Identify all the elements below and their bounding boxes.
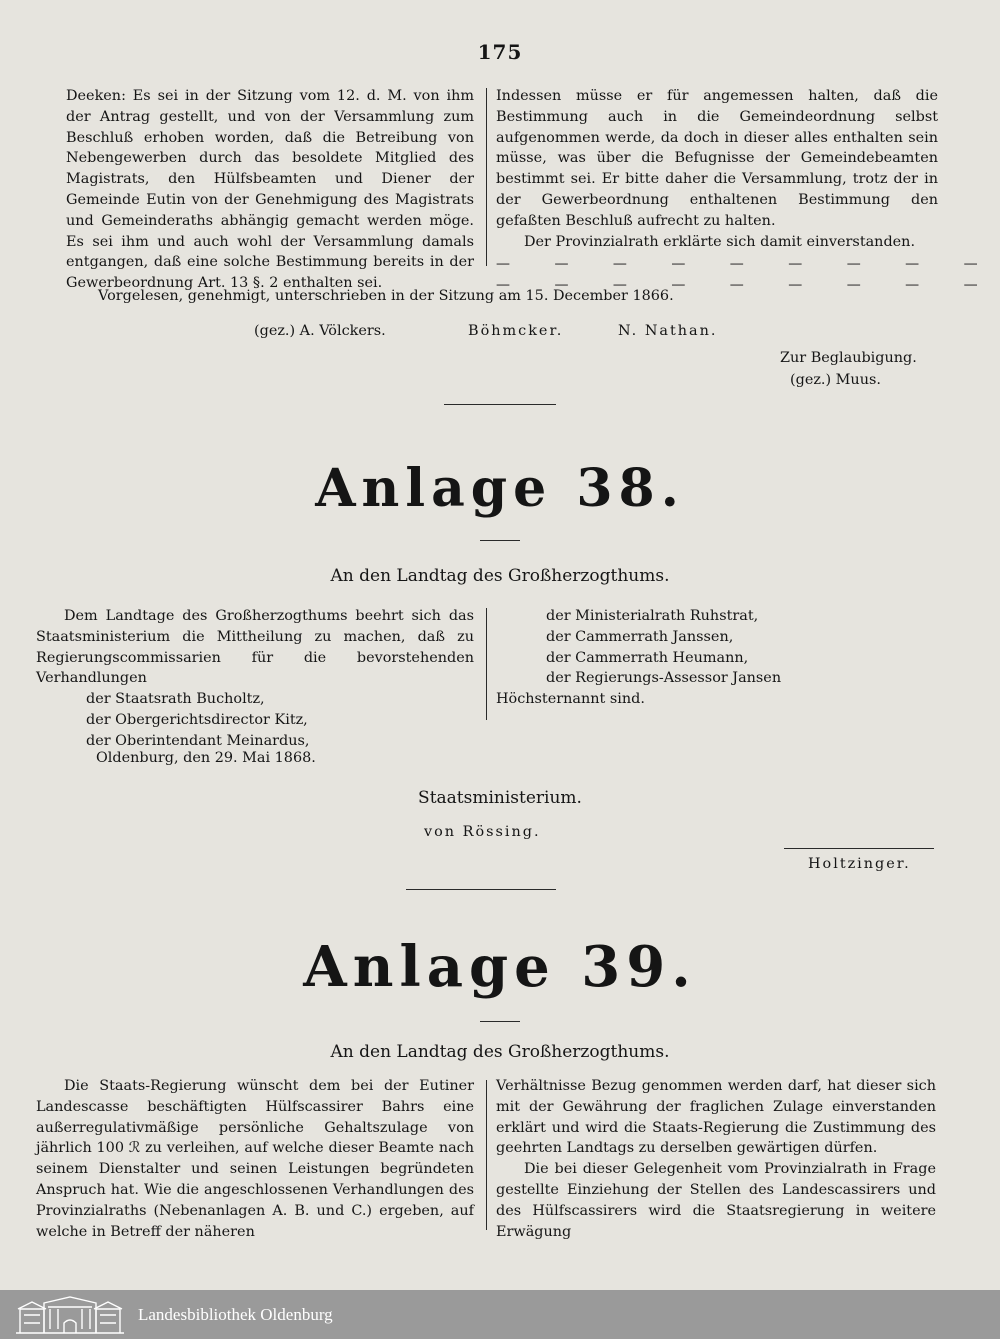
anlage-39-right-paragraph-1: Verhältnisse Bezug genommen werden darf, hat dieser sich mit der Gewährung der fraglichen Zulage einverstanden erklärt und wird die Staats-Regierung die Zustimmung des geehrten Landtags zu derselben gewärtigen dürfen. [496, 1078, 936, 1157]
top-right-paragraph-2: Der Provinzialrath erklärte sich damit einverstanden. [524, 233, 916, 250]
library-footer [0, 1290, 1000, 1339]
page-number: 175 [477, 40, 523, 64]
library-building-icon [14, 1295, 126, 1335]
anlage-39-left-paragraph: Die Staats-Regierung wünscht dem bei der Eutiner Landescasse beschäftigten Hülfscassirer Bahrs eine außerregulativmäßige persönliche Gehaltszulage von jährlich 100 ℛ zu verleihen, auf welche dieser Beamte nach seinem Dienstalter und seinen Leistungen begründeten Anspruch hat. Wie die angeschlossenen Verhandlungen des Provinzialraths (Nebenanlagen A. B. und C.) ergeben, auf welche in Betreff der näheren [36, 1078, 474, 1240]
read-statement: Vorgelesen, genehmigt, unterschrieben in der Sitzung am 15. December 1866. [98, 288, 674, 304]
signature-nathan: N. Nathan. [618, 323, 718, 339]
anlage-38-countersign: Holtzinger. [808, 856, 911, 872]
dash-line-2: — — — — — — — — — [496, 277, 998, 294]
commissioner-heumann: der Cammerrath Heumann, [546, 649, 749, 666]
countersign-rule [784, 848, 934, 849]
column-divider [486, 1080, 487, 1230]
anlage-38-title: Anlage 38. [315, 458, 685, 519]
anlage-38-rule [480, 540, 520, 541]
attestation-label: Zur Beglaubigung. [780, 350, 917, 366]
anlage-39-right-paragraph-2: Die bei dieser Gelegenheit vom Provinzialrath in Frage gestellte Einziehung der Stellen des Landescassirers und des Hülfscassirers wird die Staatsregierung in weitere Erwägung [496, 1161, 936, 1240]
anlage-38-place-date: Oldenburg, den 29. Mai 1868. [96, 750, 316, 766]
library-name: Landesbibliothek Oldenburg [138, 1304, 333, 1324]
commissioner-jansen: der Regierungs-Assessor Jansen [546, 670, 782, 687]
anlage-38-intro: Dem Landtage des Großherzogthums beehrt sich das Staatsministerium die Mittheilung zu machen, daß zu Regierungscommissarien für die bevorstehenden Verhandlungen [36, 608, 474, 687]
section-rule-1 [444, 404, 556, 405]
anlage-38-closing: Höchsternannt sind. [496, 691, 645, 708]
attestation-signature: (gez.) Muus. [790, 372, 881, 388]
top-left-column [66, 86, 474, 294]
commissioner-kitz: der Obergerichtsdirector Kitz, [86, 711, 308, 728]
top-right-paragraph-1: Indessen müsse er für angemessen halten, daß die Bestimmung auch in die Gemeindeordnung selbst aufgenommen werde, da doch in dieser alles enthalten sein müsse, was über die Befugnisse der Gemeindebeamten bestimmt sei. Er bitte daher die Versammlung, trotz der in der Gewerbeordnung enthaltenen Bestimmung den gefaßten Beschluß aufrecht zu halten. [496, 88, 938, 229]
anlage-39-title: Anlage 39. [303, 934, 697, 1000]
anlage-39-subtitle: An den Landtag des Großherzogthums. [330, 1042, 670, 1062]
anlage-38-right-column [496, 606, 936, 710]
commissioner-meinardus: der Oberintendant Meinardus, [86, 732, 310, 749]
top-left-paragraph: Deeken: Es sei in der Sitzung vom 12. d. M. von ihm der Antrag gestellt, und von der Versammlung zum Beschluß erhoben worden, daß die Betreibung von Nebengewerben durch das besoldete Mitglied des Magistrats, den Hülfsbeamten und Diener der Gemeinde Eutin von der Genehmigung des Magistrats und Gemeinderaths abhängig gemacht werden möge. Es sei ihm und auch wohl der Versammlung damals entgangen, daß eine solche Bestimmung bereits in der Gewerbeordnung Art. 13 §. 2 enthalten sei. [66, 88, 474, 292]
column-divider [486, 88, 487, 266]
commissioner-bucholtz: der Staatsrath Bucholtz, [86, 691, 265, 708]
commissioner-ruhstrat: der Ministerialrath Ruhstrat, [546, 608, 759, 624]
dash-line-1: — — — — — — — — — [496, 256, 998, 273]
anlage-38-left-column [36, 606, 474, 752]
anlage-38-signer: von Rössing. [424, 824, 541, 840]
signature-voelckers: (gez.) A. Völckers. [254, 323, 386, 339]
column-divider [486, 608, 487, 720]
section-rule-2 [406, 889, 556, 890]
commissioner-janssen: der Cammerrath Janssen, [546, 628, 734, 645]
anlage-39-rule [480, 1021, 520, 1022]
signature-boehmcker: Böhmcker. [468, 323, 564, 339]
anlage-39-left-column [36, 1076, 474, 1242]
anlage-38-ministry: Staatsministerium. [418, 788, 582, 808]
top-right-column [496, 86, 998, 296]
anlage-38-subtitle: An den Landtag des Großherzogthums. [330, 566, 670, 586]
anlage-39-right-column [496, 1076, 936, 1242]
